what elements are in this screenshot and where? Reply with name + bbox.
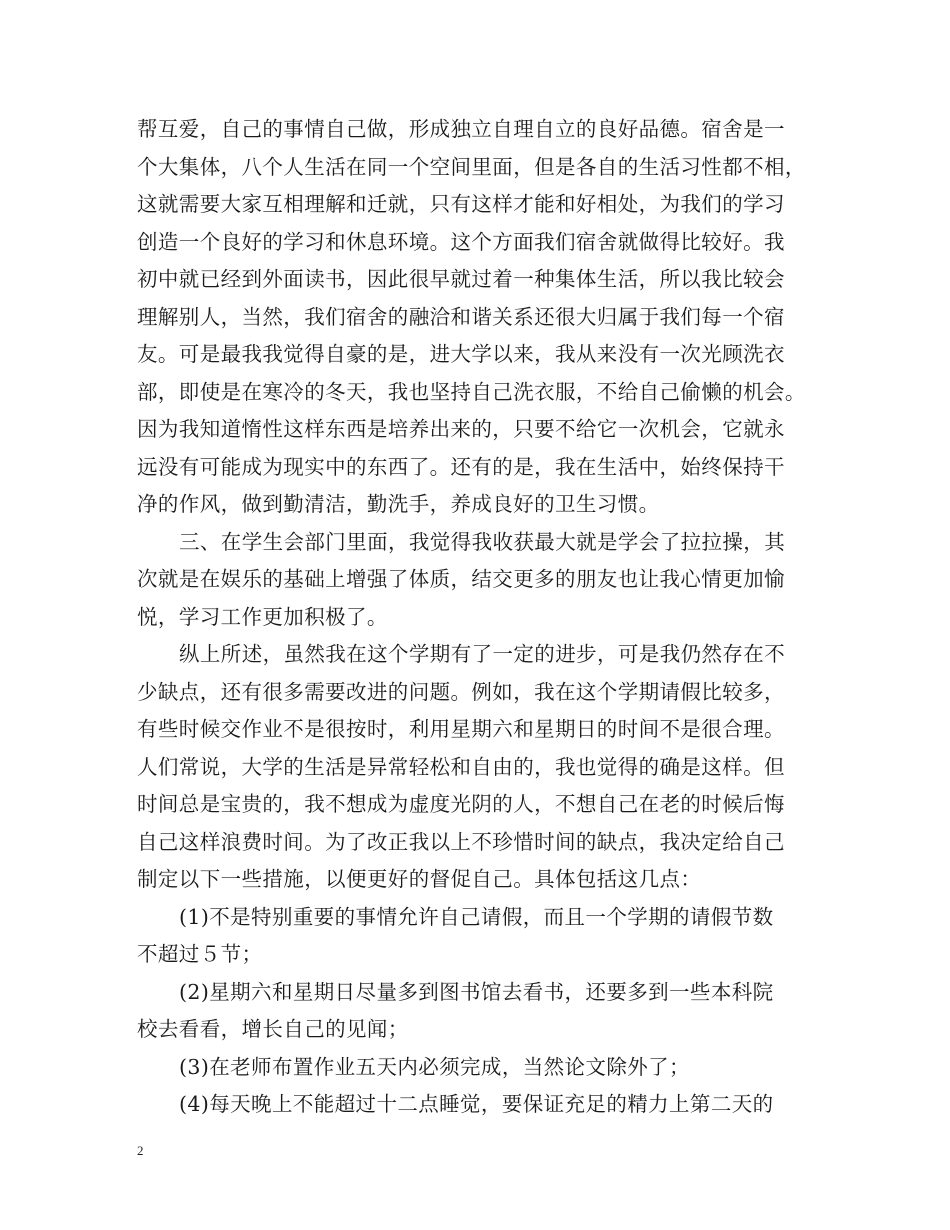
list-item-line: (2)星期六和星期日尽量多到图书馆去看书，还要多到一些本科院 <box>179 979 774 1004</box>
page-number: 2 <box>137 1143 144 1158</box>
text-line: 人们常说，大学的生活是异常轻松和自由的，我也觉得的确是这样。但 <box>137 754 785 779</box>
text-line: 校去看看，增长自己的见闻； <box>137 1017 409 1041</box>
list-item-line: (3)在老师布置作业五天内必须完成，当然论文除外了； <box>179 1054 690 1079</box>
text-line: 因为我知道惰性这样东西是培养出来的，只要不给它一次机会，它就永 <box>137 417 785 441</box>
text-line: 理解别人，当然，我们宿舍的融洽和谐关系还很大归属于我们每一个宿 <box>137 304 785 329</box>
text-line: 不超过５节； <box>137 942 263 966</box>
text-line: 部，即使是在寒冷的冬天，我也坚持自己洗衣服，不给自己偷懒的机会。 <box>137 379 806 404</box>
list-item-line: (1)不是特别重要的事情允许自己请假，而且一个学期的请假节数 <box>179 904 774 929</box>
paragraph-start-line: 纵上所述，虽然我在这个学期有了一定的进步，可是我仍然存在不 <box>179 642 786 666</box>
body-text <box>137 111 827 1124</box>
text-line: 净的作风，做到勤清洁，勤洗手，养成良好的卫生习惯。 <box>137 492 660 516</box>
text-line: 远没有可能成为现实中的东西了。还有的是，我在生活中，始终保持干 <box>137 454 785 479</box>
text-line: 初中就已经到外面读书，因此很早就过着一种集体生活，所以我比较会 <box>137 267 785 291</box>
text-line: 自己这样浪费时间。为了改正我以上不珍惜时间的缺点，我决定给自己 <box>137 829 785 854</box>
text-line: 时间总是宝贵的，我不想成为虚度光阴的人，不想自己在老的时候后悔 <box>137 792 785 816</box>
text-line: 少缺点，还有很多需要改进的问题。例如，我在这个学期请假比较多， <box>137 679 785 704</box>
text-line: 帮互爱，自己的事情自己做，形成独立自理自立的良好品德。宿舍是一 <box>137 117 785 141</box>
text-line: 有些时候交作业不是很按时，利用星期六和星期日的时间不是很合理。 <box>137 717 785 741</box>
text-line: 悦，学习工作更加积极了。 <box>137 604 388 629</box>
text-line: 这就需要大家互相理解和迁就，只有这样才能和好相处，为我们的学习 <box>137 192 785 216</box>
text-line: 友。可是最我我觉得自豪的是，进大学以来，我从来没有一次光顾洗衣 <box>137 342 785 366</box>
text-line: 次就是在娱乐的基础上增强了体质，结交更多的朋友也让我心情更加愉 <box>137 567 785 591</box>
text-line: 个大集体，八个人生活在同一个空间里面，但是各自的生活习性都不相， <box>137 154 806 179</box>
paragraph-start-line: 三、在学生会部门里面，我觉得我收获最大就是学会了拉拉操，其 <box>179 529 786 554</box>
list-item-line: (4)每天晚上不能超过十二点睡觉，要保证充足的精力上第二天的 <box>179 1092 774 1116</box>
text-line: 创造一个良好的学习和休息环境。这个方面我们宿舍就做得比较好。我 <box>137 229 785 254</box>
text-line: 制定以下一些措施，以便更好的督促自己。具体包括这几点： <box>137 867 702 891</box>
